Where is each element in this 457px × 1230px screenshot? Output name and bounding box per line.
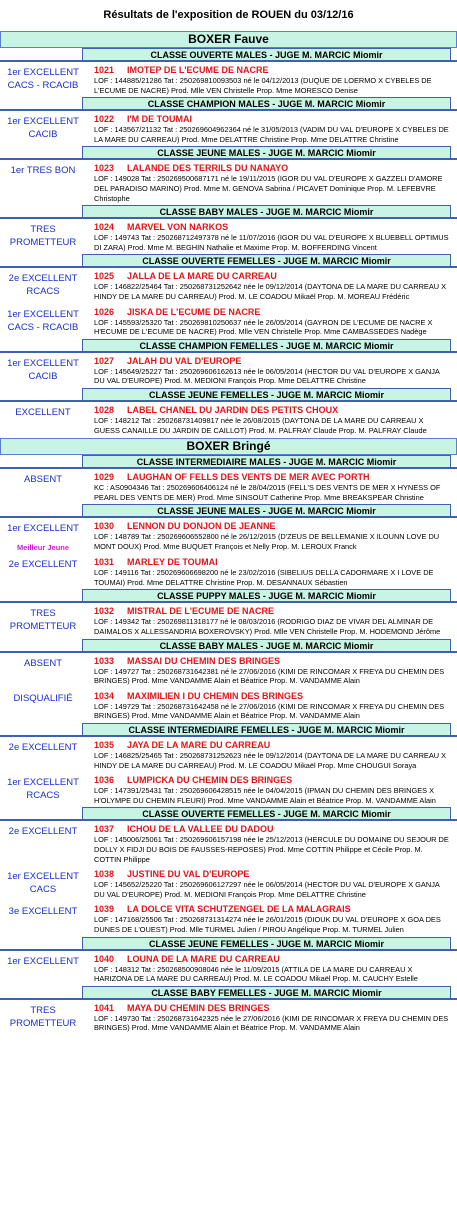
entry-body: [86, 901, 457, 936]
class-header-right: [451, 254, 457, 268]
dog-name: JALLA DE LA MARE DU CARREAU: [127, 271, 277, 282]
entry-body: [86, 737, 457, 772]
dog-name: LALANDE DES TERRILS DU NANAYO: [127, 163, 289, 174]
dog-entry: [0, 518, 457, 554]
dog-details: LOF : 146825/25465 Tat : 250268731252623 née le 09/12/2014 (DAYTONA DE LA MARE DU CARREAU X HINDY DE LA MARE DU CARREAU) Prod. M. LE COADOU Mikaël Prop. Mme CHOUGUI Soraya: [94, 751, 447, 770]
class-header: [0, 339, 457, 353]
dog-heading: [94, 163, 451, 174]
dog-name: JISKA DE L'ECUME DE NACRE: [127, 306, 261, 317]
dog-entry: [0, 111, 457, 146]
rank-result: ABSENT: [23, 474, 62, 486]
class-header-right: [451, 807, 457, 821]
dog-heading: [94, 606, 451, 617]
dog-entry: [0, 268, 457, 303]
rank-result: 1er EXCELLENT RCACS: [7, 777, 79, 802]
catalog-number: 1037: [94, 824, 115, 835]
dog-details: LOF : 149342 Tat : 250269811318177 né le 08/03/2016 (RODRIGO DIAZ DE VIVAR DEL ALMINAR DE DAIMALOS X ALLESSANDRIA BOXEROVSKY) Prod. Mlle VEN Christelle Prop. M. HODEMOND Jérôme: [94, 617, 441, 637]
dog-entry: [0, 821, 457, 866]
entry-body: [86, 554, 457, 589]
class-header: [0, 937, 457, 951]
dog-name: ICHOU DE LA VALLEE DU DADOU: [127, 824, 274, 835]
rank-result: TRES PROMETTEUR: [9, 224, 77, 249]
dog-details: LOF : 144885/21286 Tat : 250269810093503 né le 04/12/2013 (DUQUE DE LOERMO X CYBELES DE L'ECUME DE NACRE) Prod. Mlle VEN Christelle Prop. Mme MORESCO Denise: [94, 76, 432, 95]
class-entries: [0, 653, 457, 723]
class-header-label: CLASSE JEUNE FEMELLES - JUGE M. MARCIC Miomir: [82, 937, 451, 951]
catalog-number: 1038: [94, 869, 115, 880]
catalog-number: 1033: [94, 655, 115, 666]
dog-entry: [0, 62, 457, 97]
entry-body: [86, 353, 457, 388]
dog-name: MAXIMILIEN I DU CHEMIN DES BRINGES: [127, 690, 304, 701]
dog-heading: [94, 740, 451, 751]
class-header-label: CLASSE INTERMEDIAIRE FEMELLES - JUGE M. MARCIC Miomir: [82, 723, 451, 737]
class-header-left: [0, 723, 82, 737]
entry-body: [86, 219, 457, 254]
class-header-label: CLASSE BABY FEMELLES - JUGE M. MARCIC Miomir: [82, 986, 451, 1000]
entry-body: [86, 268, 457, 303]
entry-body: [86, 951, 457, 986]
entry-body: [86, 772, 457, 807]
dog-name: MARVEL VON NARKOS: [127, 222, 229, 233]
dog-heading: [94, 775, 451, 786]
dog-details: LOF : 149028 Tat : 250269500687171 né le 19/11/2015 (IGOR DU VAL D'EUROPE X GAZZELI D'AMORE DEL PARADISO MARINO) Prod. Mme M. GENOVA Sabrina / PICAVET Dominique Prop. M. LEFEBVRE Christophe: [94, 174, 443, 203]
rank-result: 2e EXCELLENT: [8, 742, 78, 754]
dog-entry: [0, 219, 457, 254]
class-header: [0, 807, 457, 821]
class-header: [0, 986, 457, 1000]
entry-body: [86, 304, 457, 339]
page-title: Résultats de l'exposition de ROUEN du 03/12/16: [103, 9, 354, 21]
class-entries: [0, 821, 457, 936]
entry-body: [86, 866, 457, 901]
dog-details: LOF : 145593/25320 Tat : 250269810250637 née le 26/05/2014 (GAYRON DE L'ECUME DE NACRE X H'ECUME DE L'ECUME DE NACRE) Prod. Mlle VEN Christelle Prop. Mme CAMBASSEDES Nadège: [94, 317, 433, 337]
rank-result: 2e EXCELLENT: [8, 559, 78, 571]
dog-heading: [94, 691, 451, 702]
catalog-number: 1028: [94, 404, 115, 415]
dog-heading: [94, 472, 451, 483]
class-header-label: CLASSE OUVERTE FEMELLES - JUGE M. MARCIC Miomir: [82, 254, 451, 268]
class-header: [0, 205, 457, 219]
dog-name: JAYA DE LA MARE DU CARREAU: [127, 740, 271, 751]
entry-body: [86, 62, 457, 97]
class-entries: [0, 737, 457, 807]
dog-entry: [0, 901, 457, 936]
class-header-left: [0, 48, 82, 62]
dog-name: I'M DE TOUMAI: [127, 114, 192, 125]
class-header-right: [451, 205, 457, 219]
dog-details: LOF : 145652/25220 Tat : 250269606127297 née le 06/05/2014 (HECTOR DU VAL D'EUROPE X GANJA DU VAL D'EUROPE) Prod. M. MEDIONI François Prop. Mme DELATTRE Christine: [94, 880, 440, 899]
dog-name: MAYA DU CHEMIN DES BRINGES: [127, 1002, 270, 1013]
class-header-label: CLASSE BABY MALES - JUGE M. MARCIC Miomir: [82, 205, 451, 219]
breed-section-header: BOXER Bringé: [0, 438, 457, 455]
class-entries: [0, 353, 457, 388]
class-header-right: [451, 986, 457, 1000]
class-entries: [0, 469, 457, 504]
entry-body: [86, 603, 457, 638]
dog-name: LOUNA DE LA MARE DU CARREAU: [127, 953, 280, 964]
results-content: [0, 31, 457, 1035]
class-header-label: CLASSE OUVERTE MALES - JUGE M. MARCIC Miomir: [82, 48, 451, 62]
class-header: [0, 589, 457, 603]
catalog-number: 1032: [94, 606, 115, 617]
class-header: [0, 48, 457, 62]
dog-name: MARLEY DE TOUMAI: [127, 557, 218, 568]
class-header-right: [451, 339, 457, 353]
class-header-right: [451, 146, 457, 160]
class-header-label: CLASSE JEUNE MALES - JUGE M. MARCIC Miomir: [82, 146, 451, 160]
dog-entry: [0, 737, 457, 772]
class-header: [0, 146, 457, 160]
catalog-number: 1023: [94, 163, 115, 174]
entry-body: [86, 688, 457, 723]
catalog-number: 1026: [94, 306, 115, 317]
class-header-left: [0, 254, 82, 268]
class-header-right: [451, 723, 457, 737]
class-entries: [0, 1000, 457, 1035]
rank-result: TRES PROMETTEUR: [9, 1004, 77, 1029]
dog-details: LOF : 147168/25506 Tat : 250268731314274 née le 26/01/2015 (DIOUK DU VAL D'EUROPE X GOA DES DUNES DE L'OUEST) Prod. Mlle TURMEL Julien / PIROU Angélique Prop. M. TURMEL Julien: [94, 915, 441, 934]
rank-result: 1er EXCELLENT: [7, 955, 79, 967]
dog-details: LOF : 148312 Tat : 250268500908046 née le 11/09/2015 (ATTILA DE LA MARE DU CARREAU X HARIZONA DE LA MARE DU CARREAU) Prod. M. LE COADOU Mikaël Prop. M. CAUCHY Estelle: [94, 964, 418, 984]
class-header-left: [0, 504, 82, 518]
entry-body: [86, 160, 457, 205]
dog-details: KC : AS0904346 Tat : 250269606406124 né le 28/04/2015 (FELL'S DES VENTS DE MER X HYNESS OF PEARL DES VENTS DE MER) Prod. Mme SINSOUT Catherine Prop. Mme BREAKSPEAR Christine: [94, 483, 441, 502]
dog-heading: [94, 904, 451, 915]
class-header: [0, 639, 457, 653]
rank-result: 1er TRES BON: [10, 165, 76, 177]
dog-heading: [94, 557, 451, 568]
dog-name: LA DOLCE VITA SCHUTZENGEL DE LA MALAGRAIS: [127, 904, 351, 915]
class-entries: [0, 111, 457, 146]
rank-result: 2e EXCELLENT RCACS: [8, 273, 78, 298]
dog-entry: [0, 653, 457, 688]
class-header-right: [451, 589, 457, 603]
dog-entry: [0, 688, 457, 723]
dog-name: MASSAI DU CHEMIN DES BRINGES: [127, 655, 281, 666]
class-entries: [0, 219, 457, 254]
catalog-number: 1034: [94, 690, 115, 701]
class-entries: [0, 518, 457, 589]
catalog-number: 1035: [94, 740, 115, 751]
class-header-left: [0, 589, 82, 603]
dog-entry: [0, 1000, 457, 1035]
catalog-number: 1030: [94, 521, 115, 532]
dog-heading: [94, 356, 451, 367]
dog-details: LOF : 149729 Tat : 250268731642458 né le 27/06/2016 (KIMI DE RINCOMAR X FREYA DU CHEMIN DES BRINGES) Prod. Mme VANDAMME Alain et Béatrice Prop. M. VANDAMME Alain: [94, 701, 445, 721]
catalog-number: 1036: [94, 775, 115, 786]
dog-details: LOF : 149730 Tat : 250268731642325 née le 27/06/2016 (KIMI DE RINCOMAR X FREYA DU CHEMIN DES BRINGES) Prod. Mme VANDAMME Alain et Béatrice Prop. M. VANDAMME Alain: [94, 1013, 449, 1033]
catalog-number: 1029: [94, 472, 115, 483]
rank-result: 1er EXCELLENT CACIB: [7, 357, 79, 382]
entry-body: [86, 469, 457, 504]
class-header-label: CLASSE BABY MALES - JUGE M. MARCIC Miomir: [82, 639, 451, 653]
dog-entry: [0, 160, 457, 205]
class-header-right: [451, 388, 457, 402]
class-header-label: CLASSE INTERMEDIAIRE MALES - JUGE M. MARCIC Miomir: [82, 455, 451, 469]
dog-entry: [0, 353, 457, 388]
class-header-label: CLASSE CHAMPION MALES - JUGE M. MARCIC Miomir: [82, 97, 451, 111]
class-header-left: [0, 388, 82, 402]
class-header-right: [451, 48, 457, 62]
dog-entry: [0, 772, 457, 807]
class-header-left: [0, 937, 82, 951]
class-entries: [0, 160, 457, 205]
class-header: [0, 254, 457, 268]
dog-details: LOF : 145006/25061 Tat : 250269606157198 née le 25/12/2013 (HERCULE DU DOMAINE DU SEJOUR DE DOLLY X FIDJI DU BOIS DE FAUSSES-REPOSES) Prod. Mme COTTIN Philippe et Cécile Prop. M. COTTIN Philippe: [94, 835, 449, 864]
dog-name: JUSTINE DU VAL D'EUROPE: [127, 869, 250, 880]
entry-body: [86, 821, 457, 866]
rank-result: 1er EXCELLENT CACS: [7, 871, 79, 896]
entry-body: [86, 653, 457, 688]
dog-name: LABEL CHANEL DU JARDIN DES PETITS CHOUX: [127, 404, 339, 415]
class-header-right: [451, 504, 457, 518]
entry-body: [86, 518, 457, 554]
dog-entry: [0, 554, 457, 589]
rank-result: TRES PROMETTEUR: [9, 608, 77, 633]
entry-body: [86, 1000, 457, 1035]
class-header-left: [0, 986, 82, 1000]
dog-details: LOF : 149116 Tat : 250269606698200 né le 23/02/2016 (SIBELIUS DELLA CADORMARE X I LOVE DE TOUMAI) Prod. Mme DELATTRE Christine Prop. M. DESANNAUX Sébastien: [94, 568, 434, 587]
dog-heading: [94, 954, 451, 965]
class-header: [0, 723, 457, 737]
class-header-right: [451, 97, 457, 111]
class-header-left: [0, 455, 82, 469]
class-header-right: [451, 455, 457, 469]
dog-entry: [0, 469, 457, 504]
dog-details: LOF : 149727 Tat : 250268731642381 né le 27/06/2016 (KIMI DE RINCOMAR X FREYA DU CHEMIN DES BRINGES) Prod. Mme VANDAMME Alain et Béatrice Prop. M. VANDAMME Alain: [94, 666, 445, 686]
catalog-number: 1025: [94, 271, 115, 282]
class-header-right: [451, 639, 457, 653]
dog-entry: [0, 951, 457, 986]
dog-name: JALAH DU VAL D'EUROPE: [127, 355, 242, 366]
dog-name: IMOTEP DE L'ECUME DE NACRE: [127, 65, 269, 75]
class-header-left: [0, 205, 82, 219]
dog-heading: [94, 222, 451, 233]
catalog-number: 1039: [94, 904, 115, 915]
class-header: [0, 455, 457, 469]
rank-result: ABSENT: [23, 657, 62, 669]
rank-result: 1er EXCELLENT CACIB: [7, 116, 79, 141]
dog-details: LOF : 149743 Tat : 250268712497378 né le 11/07/2016 (IGOR DU VAL D'EUROPE X BLUEBELL OPTIMUS DI ZARA) Prod. Mme M. BEGHIN Nathalie et Maxime Prop. M. BOFFERDING Vincent: [94, 233, 449, 252]
rank-result: 1er EXCELLENT CACS - RCACIB: [7, 308, 79, 333]
catalog-number: 1021: [94, 65, 115, 75]
class-entries: [0, 402, 457, 437]
rank-result: 1er EXCELLENT Meilleur Jeune: [0, 518, 86, 554]
class-entries: [0, 268, 457, 338]
class-header: [0, 388, 457, 402]
dog-heading: [94, 824, 451, 835]
class-entries: [0, 603, 457, 638]
special-award: Meilleur Jeune: [16, 543, 70, 553]
dog-details: LOF : 147391/25431 Tat : 250269606428515 née le 04/04/2015 (IPMAN DU CHEMIN DES BRINGES X H'OLYMPE DU CHEMIN FLEURI) Prod. Mme VANDAMME Alain et Béatrice Prop. M. VANDAMME Alain: [94, 786, 436, 805]
dog-entry: [0, 603, 457, 638]
class-header-label: CLASSE OUVERTE FEMELLES - JUGE M. MARCIC Miomir: [82, 807, 451, 821]
dog-details: LOF : 148789 Tat : 250269606552800 né le 26/12/2015 (D'ZEUS DE BELLEMANIE X ILOUNN LOVE DU MONT DOUX) Prod. Mme BUQUET François et Nelly Prop. M. LEROUX Franck: [94, 532, 440, 551]
class-header-right: [451, 937, 457, 951]
class-header-left: [0, 146, 82, 160]
catalog-number: 1027: [94, 355, 115, 366]
entry-body: [86, 111, 457, 146]
dog-name: LAUGHAN OF FELLS DES VENTS DE MER AVEC PORTH: [127, 472, 370, 483]
dog-details: LOF : 146822/25464 Tat : 250268731252642 née le 09/12/2014 (DAYTONA DE LA MARE DU CARREAU X HINDY DE LA MARE DU CARREAU) Prod. M. LE COADOU Mikaël Prop. M. MOREAU Frédéric: [94, 282, 447, 301]
rank-result: EXCELLENT: [15, 406, 71, 418]
class-header-label: CLASSE CHAMPION FEMELLES - JUGE M. MARCIC Miomir: [82, 339, 451, 353]
dog-heading: [94, 656, 451, 667]
dog-entry: [0, 402, 457, 437]
class-header-left: [0, 339, 82, 353]
class-header: [0, 504, 457, 518]
dog-details: LOF : 148212 Tat : 250268731409817 née le 26/08/2015 (DAYTONA DE LA MARE DU CARREAU X GUESS CANAILLE DU JARDIN DE CAILLOT) Prod. M. PALFRAY Claude Prop. M. PALFRAY Claude: [94, 415, 427, 435]
dog-heading: [94, 271, 451, 282]
catalog-number: 1024: [94, 222, 115, 233]
class-header-label: CLASSE JEUNE MALES - JUGE M. MARCIC Miomir: [82, 504, 451, 518]
class-header-left: [0, 807, 82, 821]
class-header-left: [0, 97, 82, 111]
rank-result: 3e EXCELLENT: [8, 906, 78, 918]
catalog-number: 1022: [94, 114, 115, 125]
dog-entry: [0, 866, 457, 901]
class-entries: [0, 62, 457, 97]
dog-entry: [0, 304, 457, 339]
catalog-number: 1041: [94, 1002, 115, 1013]
dog-heading: [94, 521, 451, 532]
rank-result: 1er EXCELLENT CACS - RCACIB: [7, 67, 79, 91]
class-entries: [0, 951, 457, 986]
dog-heading: [94, 114, 451, 125]
class-header-label: CLASSE JEUNE FEMELLES - JUGE M. MARCIC Miomir: [82, 388, 451, 402]
catalog-number: 1031: [94, 557, 115, 568]
dog-heading: [94, 869, 451, 880]
dog-heading: [94, 307, 451, 318]
dog-heading: [94, 405, 451, 416]
dog-details: LOF : 143567/21132 Tat : 250269604962364 né le 31/05/2013 (VADIM DU VAL D'EUROPE X CYBELES DE LA MARE DU CARREAU) Prod. Mme DELATTRE Christine Prop. Mme DELATTRE Christine: [94, 125, 449, 144]
class-header-label: CLASSE PUPPY MALES - JUGE M. MARCIC Miomir: [82, 589, 451, 603]
rank-result: 2e EXCELLENT: [8, 826, 78, 838]
class-header: [0, 97, 457, 111]
dog-name: LUMPICKA DU CHEMIN DES BRINGES: [127, 775, 293, 786]
entry-body: [86, 402, 457, 437]
class-header-left: [0, 639, 82, 653]
rank-result: DISQUALIFIÉ: [13, 692, 73, 704]
breed-section-header: BOXER Fauve: [0, 31, 457, 48]
catalog-number: 1040: [94, 953, 115, 964]
dog-details: LOF : 145649/25227 Tat : 250269606162613 née le 06/05/2014 (HECTOR DU VAL D'EUROPE X GANJA DU VAL D'EUROPE) Prod. M. MEDIONI François Prop. Mme DELATTRE Christine: [94, 366, 440, 386]
dog-heading: [94, 1003, 451, 1014]
dog-name: LENNON DU DONJON DE JEANNE: [127, 521, 276, 532]
dog-name: MISTRAL DE L'ECUME DE NACRE: [127, 606, 274, 617]
dog-heading: [94, 65, 451, 76]
